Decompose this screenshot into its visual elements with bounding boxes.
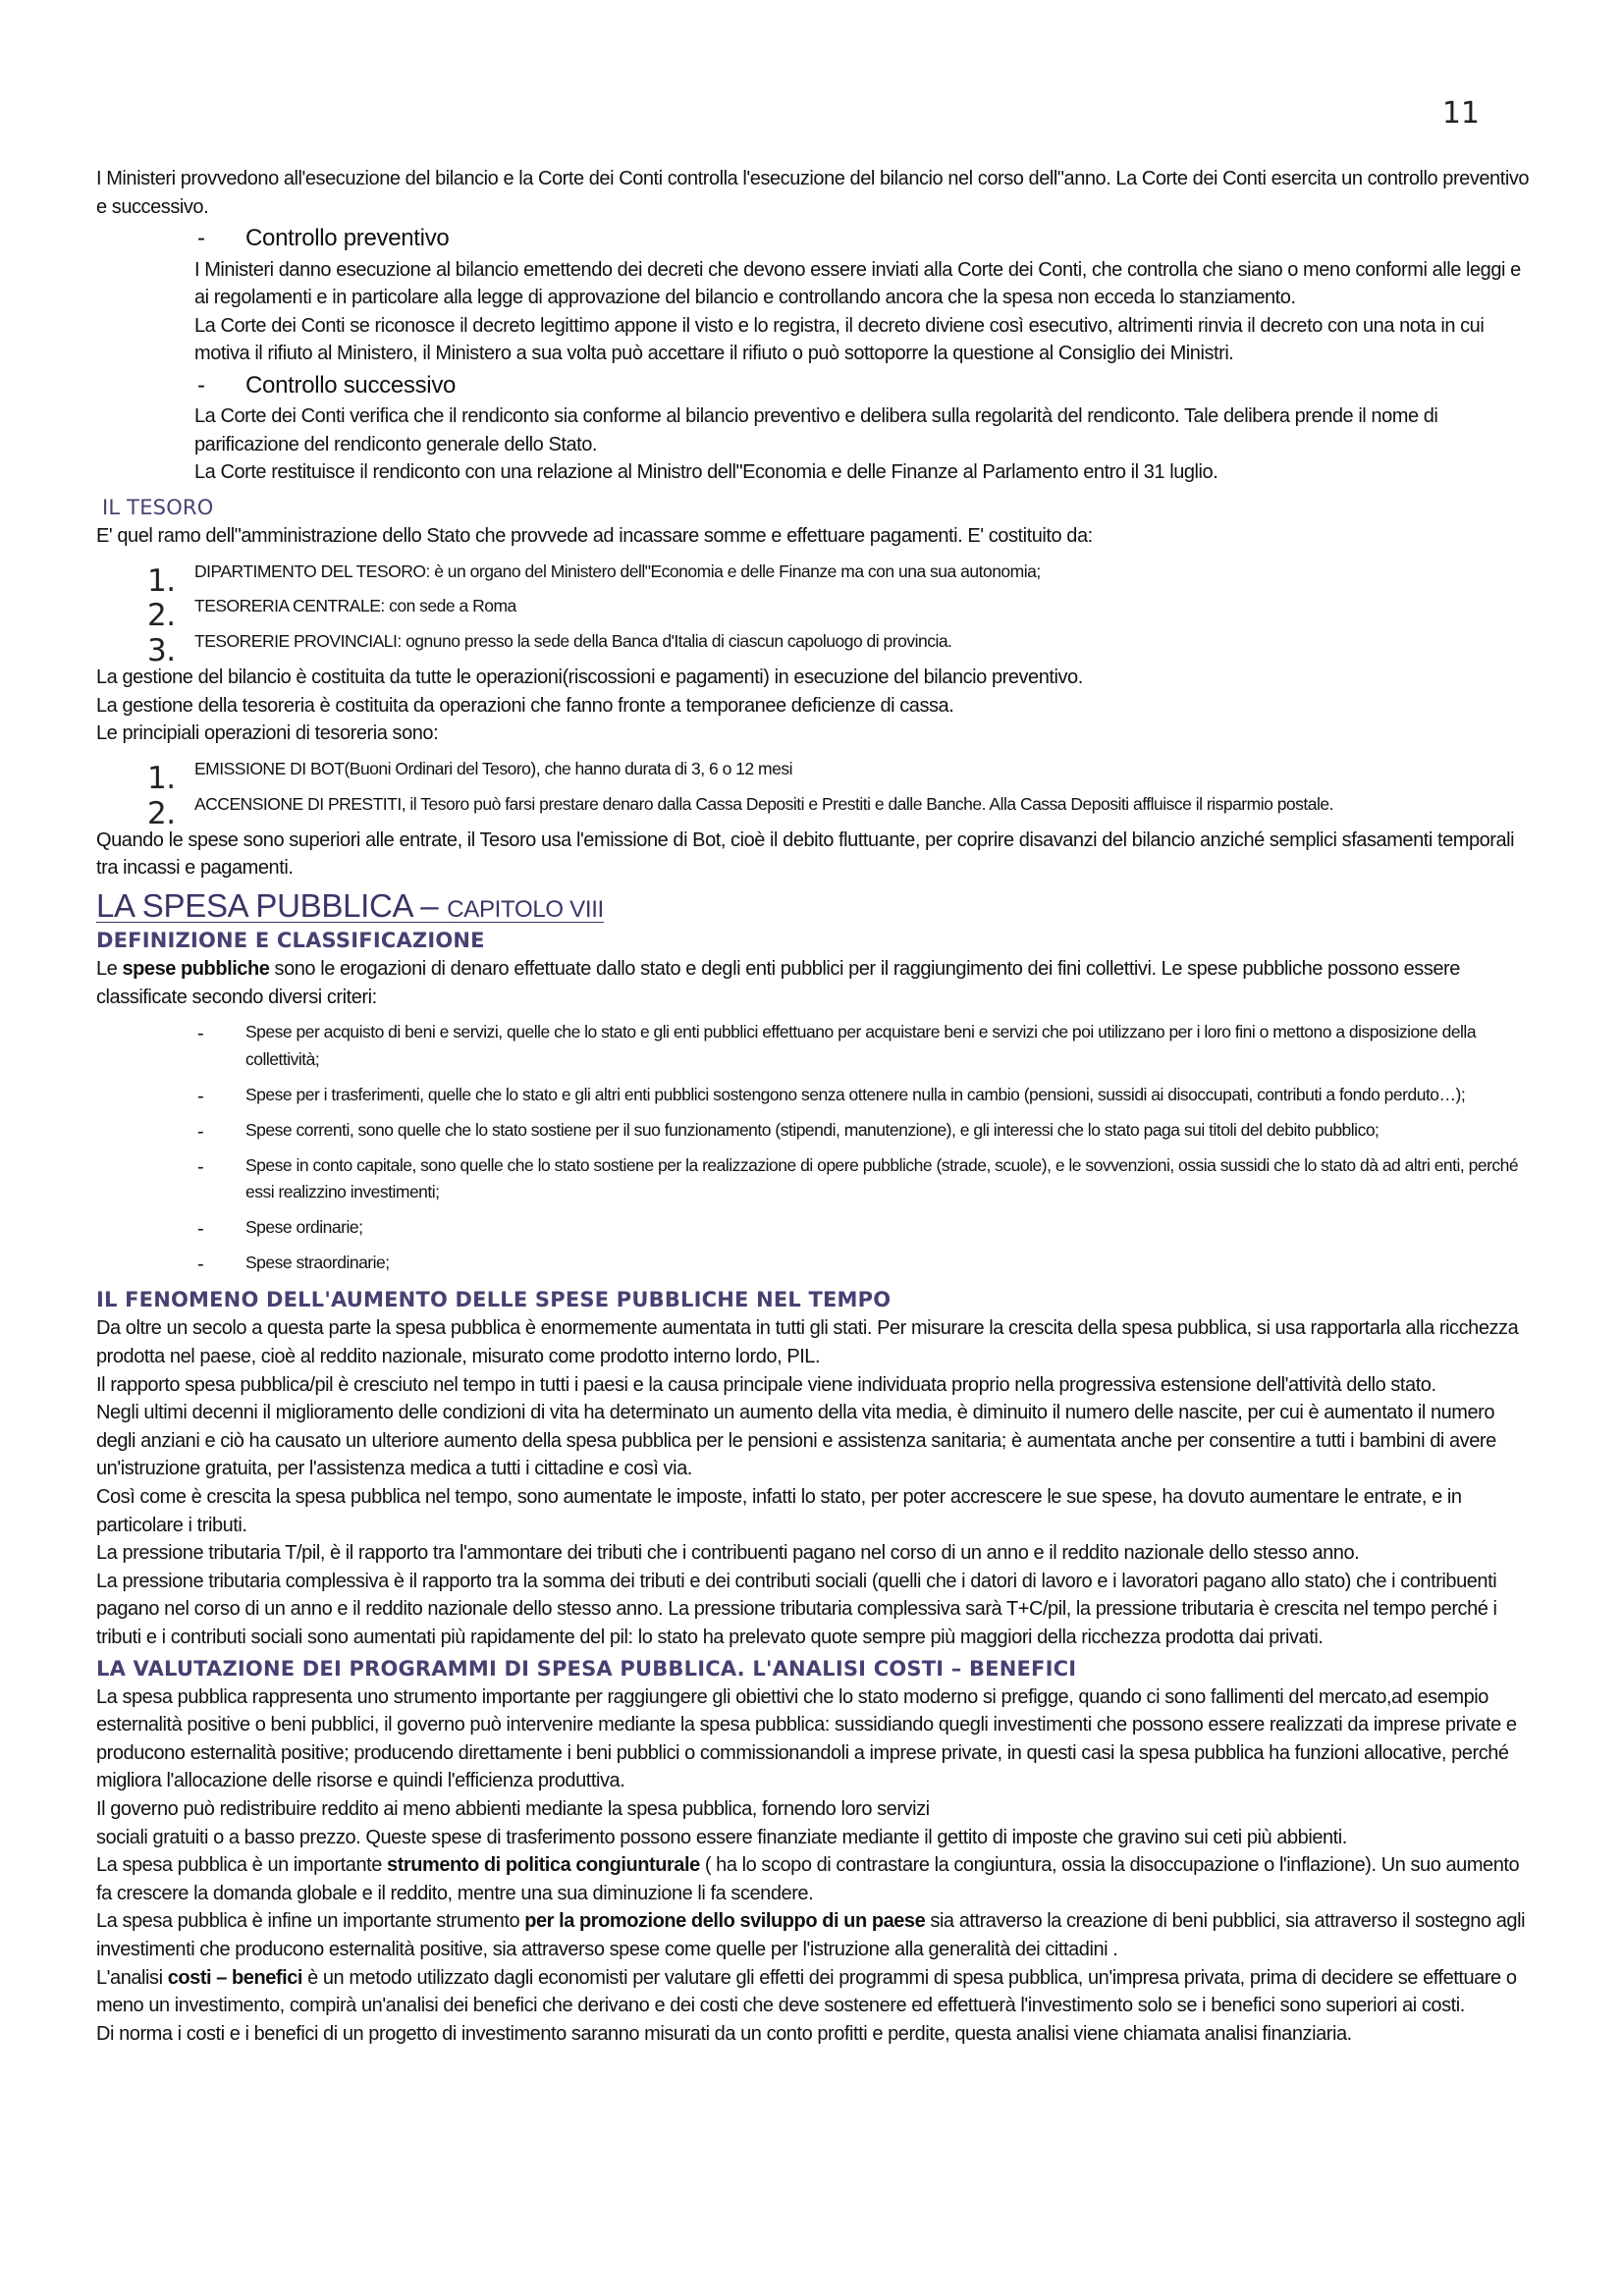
- paragraph: La gestione del bilancio è costituita da tutte le operazioni(riscossioni e pagamenti) in esecuzione del bilancio preventivo.: [96, 667, 1083, 689]
- text-run: La spesa pubblica è infine un importante strumento: [96, 1910, 525, 1933]
- section-heading-definizione: DEFINIZIONE E CLASSIFICAZIONE: [96, 929, 485, 953]
- bold-term: spese pubbliche: [122, 958, 270, 981]
- list-item-text: TESORERIE PROVINCIALI: ognuno presso la sede della Banca d'Italia di ciascun capoluogo di provincia.: [194, 631, 952, 652]
- paragraph: Da oltre un secolo a questa parte la spesa pubblica è enormemente aumentata in tutti gli stati. Per misurare la crescita della spesa pubblica, si usa rapportarla alla ricchezza prodotta nel paese, cioè al reddito nazionale, misurato come prodotto interno lordo, PIL.: [96, 1317, 1519, 1368]
- list-item: [96, 752, 1538, 796]
- list-item: - Spese in conto capitale, sono quelle che lo stato sostiene per la realizzazione di opere pubbliche (strade, scuole), e le sovvenzioni, ossia sussidi che lo stato dà ad altri enti, perché essi realizzino investimenti;: [96, 1152, 1538, 1205]
- bold-term: per la promozione dello sviluppo di un paese: [524, 1910, 926, 1933]
- list-item: - Spese correnti, sono quelle che lo stato sostiene per il suo funzionamento (stipendi, manutenzione), e gli interessi che lo stato paga sui titoli del debito pubblico;: [96, 1117, 1538, 1144]
- list-item: - Spese per acquisto di beni e servizi, quelle che lo stato e gli enti pubblici effettuano per acquistare beni e servizi che poi utilizzano per i loro fini o mettono a disposizione della collettività;: [96, 1019, 1538, 1072]
- paragraph: [96, 1851, 1538, 1907]
- list-number: 2.: [147, 795, 176, 831]
- list-item: - Spese straordinarie;: [96, 1250, 1538, 1276]
- list-item: [96, 589, 1538, 634]
- chapter-number: CAPITOLO VIII: [447, 895, 604, 923]
- intro-paragraph: I Ministeri provvedono all'esecuzione del bilancio e la Corte dei Conti controlla l'esecuzione del bilancio nel corso dell"anno. La Corte dei Conti esercita un controllo preventivo e successivo.: [96, 168, 1530, 218]
- chapter-title: LA SPESA PUBBLICA –: [96, 886, 448, 924]
- paragraph: Il governo può redistribuire reddito ai meno abbienti mediante la spesa pubblica, fornendo loro servizi: [96, 1797, 930, 1820]
- text-run: La spesa pubblica è un importante: [96, 1854, 388, 1877]
- paragraph: La gestione della tesoreria è costituita da operazioni che fanno fronte a temporanee deficienze di cassa.: [96, 694, 954, 717]
- text-run: sia attraverso la creazione di beni pubblici, sia attraverso il sostegno agli investimenti che producono esternalità positive, sia attraverso spese come quelle per l'istruzione alla generalità dei cittadini .: [96, 1910, 1526, 1960]
- subsection-title-successivo: - Controllo successivo: [96, 369, 1538, 402]
- page-number: 11: [1441, 96, 1480, 131]
- list-item-text: EMISSIONE DI BOT(Buoni Ordinari del Tesoro), che hanno durata di 3, 6 o 12 mesi: [194, 758, 792, 778]
- section-heading-aumento: IL FENOMENO DELL'AUMENTO DELLE SPESE PUBBLICHE NEL TEMPO: [96, 1288, 892, 1312]
- paragraph: Negli ultimi decenni il miglioramento delle condizioni di vita ha determinato un aumento della vita media, è diminuito il numero delle nascite, per cui è aumentato il numero degli anziani e ciò ha causato un ulteriore aumento della spesa pubblica per le pensioni e assistenza sanitaria; è aumentata anche per consentire a tutti i bambini di avere un'istruzione gratuita, per l'assistenza medica a tutti i cittadine e così via.: [96, 1402, 1496, 1480]
- paragraph: La spesa pubblica rappresenta uno strumento importante per raggiungere gli obiettivi che lo stato moderno si prefigge, quando ci sono fallimenti del mercato,ad esempio esternalità positive o beni pubblici, il governo può intervenire mediante la spesa pubblica: sussidiando quegli investimenti che possono essere realizzati da imprese private e producono esternalità positive; producendo direttamente i beni pubblici o commissionandoli a imprese private, in questi casi la spesa pubblica ha funzioni allocative, perché migliora l'allocazione delle risorse e quindi l'efficienza produttiva.: [96, 1685, 1517, 1792]
- paragraph: Quando le spese sono superiori alle entrate, il Tesoro usa l'emissione di Bot, cioè il debito fluttuante, per coprire disavanzi del bilancio anziché semplici sfasamenti temporali tra incassi e pagamenti.: [96, 828, 1515, 880]
- paragraph: [96, 955, 1538, 1011]
- section-heading-tesoro: IL TESORO: [102, 495, 214, 519]
- numbered-list-operazioni: [96, 752, 1538, 831]
- paragraph: E' quel ramo dell"amministrazione dello Stato che provvede ad incassare somme e effettuare pagamenti. E' costituito da:: [96, 524, 1093, 547]
- paragraph: La Corte dei Conti verifica che il rendiconto sia conforme al bilancio preventivo e delibera sulla regolarità del rendiconto. Tale delibera prende il nome di parificazione del rendiconto generale dello Stato.: [194, 405, 1438, 455]
- text-run: è un metodo utilizzato dagli economisti per valutare gli effetti dei programmi di spesa pubblica, un'impresa privata, prima di decidere se effettuare o meno un investimento, compirà un'analisi dei benefici che derivano e dei costi che deve sostenere ed effettuerà l'investimento solo se i benefici sono superiori ai costi.: [96, 1966, 1517, 2017]
- paragraph: Il rapporto spesa pubblica/pil è cresciuto nel tempo in tutti i paesi e la causa principale viene individuata proprio nella progressiva estensione dell'attività dello stato.: [96, 1373, 1436, 1396]
- text-run: ( ha lo scopo di contrastare la congiuntura, ossia la disoccupazione o l'inflazione). Un suo aumento fa crescere la domanda globale e il reddito, mentre una sua diminuzione li fa scendere.: [96, 1854, 1520, 1904]
- list-item: - Spese per i trasferimenti, quelle che lo stato e gli altri enti pubblici sostengono senza ottenere nulla in cambio (pensioni, sussidi ai disoccupati, contributi a fondo perduto…);: [96, 1082, 1538, 1108]
- text-run: L'analisi: [96, 1966, 168, 1989]
- list-item-text: TESORERIA CENTRALE: con sede a Roma: [194, 596, 516, 616]
- text-run: sono le erogazioni di denaro effettuate dallo stato e degli enti pubblici per il raggiungimento dei fini collettivi. Le spese pubbliche possono essere classificate secondo diversi criteri:: [96, 958, 1460, 1008]
- list-number: 1.: [147, 760, 176, 796]
- list-item: [96, 787, 1538, 831]
- paragraph: La Corte dei Conti se riconosce il decreto legittimo appone il visto e lo registra, il decreto diviene così esecutivo, altrimenti rinvia il decreto con una nota in cui motiva il rifiuto al Ministero, il Ministero a sua volta può accettare il rifiuto o può sottoporre la questione al Consiglio dei Ministri.: [194, 314, 1485, 365]
- paragraph: [96, 1964, 1538, 2020]
- paragraph: Così come è crescita la spesa pubblica nel tempo, sono aumentate le imposte, infatti lo stato, per poter accrescere le sue spese, ha dovuto aumentare le entrate, e in particolare i tributi.: [96, 1486, 1462, 1536]
- paragraph: [96, 1907, 1538, 1963]
- paragraph: sociali gratuiti o a basso prezzo. Queste spese di trasferimento possono essere finanziate mediante il gettito di imposte che gravino sui ceti più abbienti.: [96, 1826, 1347, 1848]
- chapter-heading: [96, 888, 1538, 924]
- text-run: Le: [96, 958, 123, 981]
- bold-term: strumento di politica congiunturale: [387, 1854, 700, 1877]
- list-item: [96, 624, 1538, 669]
- paragraph: Le principiali operazioni di tesoreria sono:: [96, 722, 439, 745]
- section-heading-valutazione: LA VALUTAZIONE DEI PROGRAMMI DI SPESA PUBBLICA. L'ANALISI COSTI – BENEFICI: [96, 1656, 1077, 1681]
- page-content: [96, 165, 1538, 2048]
- list-number: 1.: [147, 562, 176, 599]
- list-item-text: DIPARTIMENTO DEL TESORO: è un organo del Ministero dell"Economia e delle Finanze ma con una sua autonomia;: [194, 561, 1041, 581]
- bullet-list-criteri: [96, 1019, 1538, 1276]
- list-item: - Spese ordinarie;: [96, 1214, 1538, 1241]
- paragraph: La pressione tributaria complessiva è il rapporto tra la somma dei tributi e dei contributi sociali (quelli che i datori di lavoro e i lavoratori pagano allo stato) che i contribuenti pagano nel corso di un anno e il reddito nazionale dello stesso anno. La pressione tributaria complessiva sarà T+C/pil, la pressione tributaria è crescita nel tempo perché i tributi e i contributi sociali sono aumentati più rapidamente del pil: lo stato ha prelevato quote sempre più maggiori della ricchezza prodotta dai privati.: [96, 1570, 1497, 1648]
- bold-term: costi – benefici: [167, 1966, 302, 1989]
- paragraph: La Corte restituisce il rendiconto con una relazione al Ministro dell"Economia e delle Finanze al Parlamento entro il 31 luglio.: [194, 461, 1218, 484]
- list-item-text: ACCENSIONE DI PRESTITI, il Tesoro può farsi prestare denaro dalla Cassa Depositi e Prestiti e dalle Banche. Alla Cassa Depositi affluisce il risparmio postale.: [194, 793, 1333, 814]
- paragraph: I Ministeri danno esecuzione al bilancio emettendo dei decreti che devono essere inviati alla Corte dei Conti, che controlla che siano o meno conformi alle leggi e ai regolamenti e in particolare alla legge di approvazione del bilancio e controllando ancora che la spesa non ecceda lo stanziamento.: [194, 258, 1521, 309]
- list-item: [96, 555, 1538, 599]
- subsection-title-preventivo: - Controllo preventivo: [96, 222, 1538, 255]
- paragraph: La pressione tributaria T/pil, è il rapporto tra l'ammontare dei tributi che i contribuenti pagano nel corso di un anno e il reddito nazionale dello stesso anno.: [96, 1542, 1360, 1565]
- list-number: 2.: [147, 598, 176, 634]
- numbered-list-tesoro: [96, 555, 1538, 669]
- list-number: 3.: [147, 633, 176, 669]
- paragraph: Di norma i costi e i benefici di un progetto di investimento saranno misurati da un conto profitti e perdite, questa analisi viene chiamata analisi finanziaria.: [96, 2022, 1352, 2045]
